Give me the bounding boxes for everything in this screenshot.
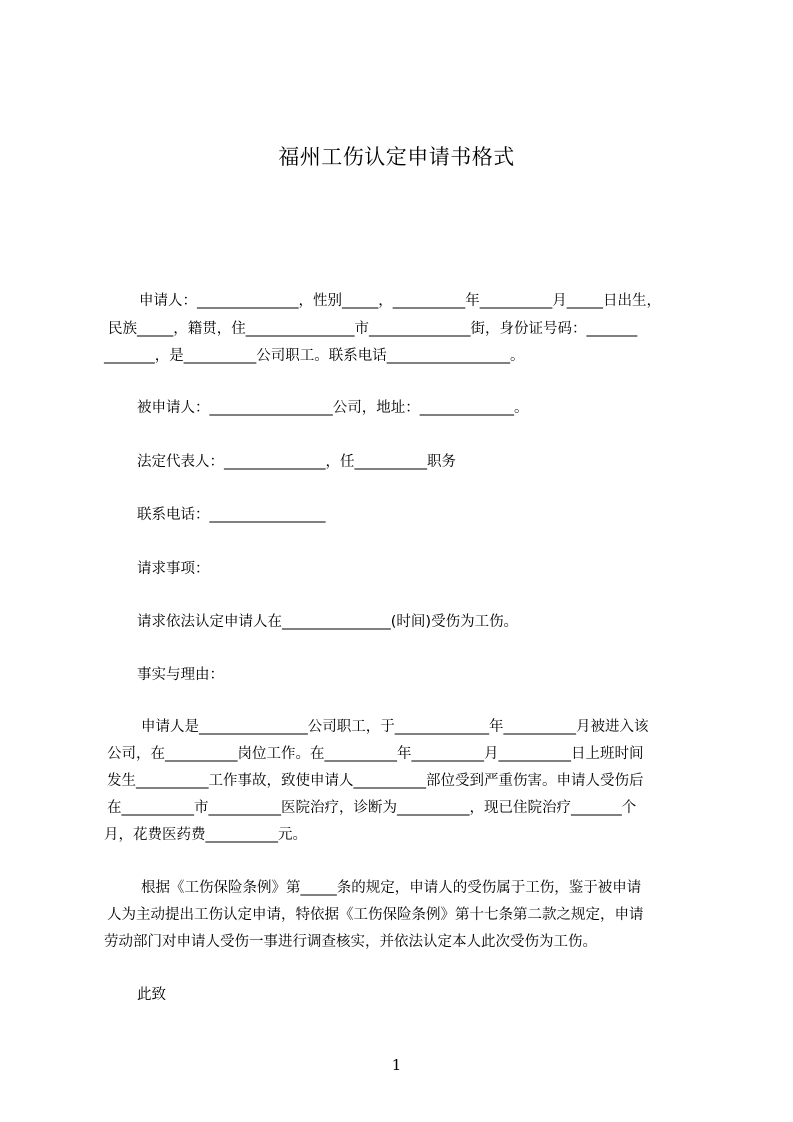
respondent-line: 被申请人：_________________公司，地址：_____________。	[137, 400, 529, 416]
facts-line-2: 公司，在__________岗位工作。在__________年__________月__________日上班时间	[107, 746, 644, 762]
request-heading: 请求事项：	[137, 561, 210, 577]
document-title: 福州工伤认定申请书格式	[278, 145, 515, 169]
legal-representative-line: 法定代表人：______________，任__________职务	[137, 454, 456, 470]
facts-heading: 事实与理由：	[137, 667, 224, 683]
facts-line-1: 申请人是_______________公司职工，于_____________年__________月被进入该	[141, 719, 649, 735]
applicant-line-1: 申请人：______________，性别_____，__________年__________月_____日出生，	[139, 293, 661, 309]
facts-line-5: 月，花费医药费__________元。	[104, 827, 307, 843]
contact-phone-line: 联系电话：________________	[137, 507, 326, 523]
facts-line-4: 在__________市__________医院治疗，诊断为__________，现已住院治疗_______个	[107, 800, 637, 816]
request-line: 请求依法认定申请人在_______________(时间)受伤为工伤。	[137, 614, 519, 630]
basis-line-2: 人为主动提出工伤认定申请，特依据《工伤保险条例》第十七条第二款之规定，申请	[107, 907, 644, 923]
page-number: 1	[391, 1056, 402, 1074]
closing-text: 此致	[137, 987, 166, 1003]
facts-line-3: 发生__________工作事故，致使申请人__________部位受到严重伤害。申请人受伤后	[107, 773, 644, 789]
basis-line-3: 劳动部门对申请人受伤一事进行调查核实，并依法认定本人此次受伤为工伤。	[104, 934, 597, 950]
applicant-line-2: 民族_____，籍贯，住_______________市______________街，身份证号码：_______	[108, 321, 638, 337]
applicant-line-3: _______，是__________公司职工。联系电话_________________。	[104, 348, 525, 364]
basis-line-1: 根据《工伤保险条例》第_____条的规定，申请人的受伤属于工伤，鉴于被申请	[141, 880, 642, 896]
